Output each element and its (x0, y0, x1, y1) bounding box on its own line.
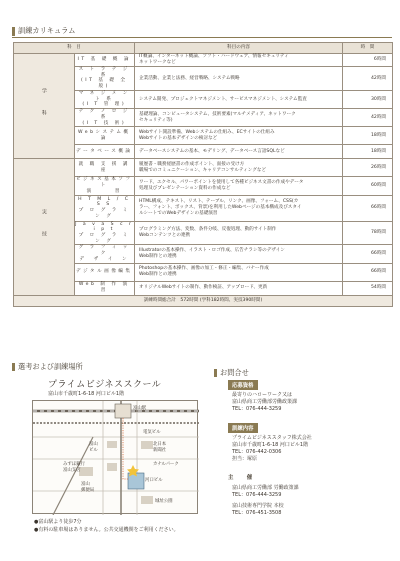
contact-heading (214, 368, 249, 378)
subject-name: データベース概論 (75, 148, 133, 154)
curriculum-body (14, 54, 393, 307)
map-label-mizuho-branch: 富山支店 (63, 468, 81, 473)
training-line-3: TEL：076-442-0306 (232, 449, 282, 455)
training-line-2: 富山市千歳町1-6-18 河口ビル1階 (232, 442, 309, 448)
content-cell: Photoshopの基本操作、画像の加工・修正・編集、バナー作成 Web制作との連携 (135, 263, 343, 281)
subject-cell (74, 159, 135, 177)
hours-cell: 66時間 (343, 245, 393, 263)
table-row (14, 159, 393, 177)
map-label-canal: カナルパーク (153, 462, 179, 467)
curriculum-table (13, 42, 393, 307)
hours-cell: 42時間 (343, 67, 393, 91)
hours-cell: 18時間 (343, 127, 393, 145)
subject-name: マ ネ ジ メ ン ト 系 (I T 管 理) (78, 90, 130, 108)
section-bar (214, 369, 217, 377)
hours-cell: 78時間 (343, 221, 393, 245)
subject-cell (74, 245, 135, 263)
contact-title: お問合せ (220, 368, 249, 377)
training-line-4: 担当：塚原 (232, 456, 258, 462)
curriculum-heading (12, 26, 75, 36)
category-academic (14, 54, 75, 159)
subject-cell (74, 281, 135, 295)
venue-title: 選考および訓練場所 (18, 362, 83, 371)
hours-cell: 60時間 (343, 177, 393, 195)
table-row (14, 54, 393, 67)
hours-cell: 26時間 (343, 159, 393, 177)
subject-name: IT 基 礎 概 論 (77, 57, 131, 63)
subject-cell (74, 54, 135, 67)
qualification-line-1: 最寄りのハローワーク又は (232, 392, 293, 398)
content-cell: システム開発、プロジェクトマネジメント、サービスマネジメント、システム監査 (135, 90, 343, 108)
map-label-denki: 電気ビル (143, 430, 161, 435)
content-cell: 基礎理論、コンピュータシステム、技術要素(マルチメディア、ネットワーク セキュリティ等) (135, 109, 343, 127)
curriculum-title: 訓練カリキュラム (18, 26, 76, 35)
organizer-line-4: TEL：076-451-3508 (232, 510, 282, 516)
hours-cell: 6時間 (343, 54, 393, 67)
subject-name: テ ク ノ ロ ジ 系 (I T 技 術) (78, 109, 130, 126)
map-label-castle: 城址公園 (155, 499, 173, 504)
content-cell: オリジナルWebサイトの制作、動作検証、アップロード、更新 (135, 281, 343, 295)
venue-heading (12, 362, 83, 372)
subject-name: Web 制 作 演 習 (78, 282, 130, 294)
subject-name: H T M L / C S S プ ロ グ ラ ミ ン グ (78, 196, 131, 219)
map-label-shimbun: 新聞社 (153, 448, 167, 453)
subject-cell (74, 195, 135, 221)
curriculum-underline (12, 37, 392, 38)
qualification-line-2: 富山県商工労働部労働政策課 (232, 399, 298, 405)
venue-note-parking: ●有料の駐車場はありません。公共交通機関をご利用ください。 (34, 527, 179, 533)
map-label-toyama-1: 富山 (89, 442, 98, 447)
subject-cell (74, 90, 135, 108)
subject-cell (74, 263, 135, 281)
header-hours: 時 間 (343, 43, 393, 54)
table-header-row (14, 43, 393, 54)
content-cell: プログラミング方法、変数、条件分岐、反復処理、動的サイト制作 Webコンテンツとの連携 (135, 221, 343, 245)
access-map (32, 400, 198, 514)
training-badge: 訓練内容 (228, 423, 258, 433)
subject-cell (74, 221, 135, 245)
content-cell: 企業活動、企業と法務、経営戦略、システム戦略 (135, 67, 343, 91)
subject-cell (74, 109, 135, 127)
section-bar (12, 27, 15, 36)
content-cell: Webサイト開設準備、Webシステムの仕組み、ECサイトの仕組み Webサイトの基本デザインの検討など (135, 127, 343, 145)
map-label-kitanippon: 北日本 (153, 442, 167, 447)
organizer-line-3: 富山技術専門学院 本校 (232, 503, 284, 509)
category-label: 学 科 (40, 88, 47, 122)
hours-cell: 66時間 (343, 263, 393, 281)
training-line-1: プライムビジネススタッフ株式会社 (232, 435, 312, 441)
map-label-station: 富山駅 (133, 406, 147, 411)
section-bar (12, 363, 15, 371)
map-label-mizuho: みずほ銀行 (63, 462, 85, 467)
subject-cell (74, 145, 135, 159)
subject-name: 就 職 支 援 講 座 (78, 162, 130, 173)
content-cell: Illustratorの基本操作、イラスト・ロゴ作成、広告チラシ等のデザイン Web制作との連携 (135, 245, 343, 263)
subject-name: ス ト ラ テ ジ 系 (IT 基 礎 全 般) (78, 67, 130, 90)
total-hours: 訓練時間総合計 572時間 (学科182時間、実技390時間) (14, 295, 393, 306)
qualification-line-3: TEL：076-444-3259 (232, 406, 282, 412)
hours-cell: 30時間 (343, 90, 393, 108)
subject-cell (74, 177, 135, 195)
content-cell: 履歴書・職務経歴書の作成ポイント、面接の受け方 職場でのコミュニケーション、キャリアコンサルティングなど (135, 159, 343, 177)
map-graphic (33, 401, 199, 515)
category-label: 実 技 (40, 209, 47, 243)
subject-cell (74, 127, 135, 145)
map-label-kawaguchi: 河口ビル (145, 478, 163, 483)
subject-name: J a v a S c r i p t プ ロ グ ラ ミ ン グ (75, 221, 134, 244)
header-category: 科 目 (14, 43, 135, 54)
content-cell: データベースシステムの基本、モデリング、データベース言語SQLなど (135, 145, 343, 159)
map-label-toyama-2: 富山 (81, 482, 90, 487)
school-address: 富山市千歳町1-6-18 河口ビル1階 (48, 391, 125, 397)
venue-note-walk: ●富山駅より徒歩7分 (34, 519, 82, 525)
category-practical (14, 159, 75, 295)
subject-name: デジタル画像編集 (76, 269, 133, 275)
header-content: 科目の内容 (135, 43, 343, 54)
content-cell: IT概論、インターネット概論、ソフト・ハードウェア、情報セキュリティ ネットワークなど (135, 54, 343, 67)
qualification-badge: 応募資格 (228, 380, 258, 390)
hours-cell: 66時間 (343, 195, 393, 221)
subject-name: グ ラ フ ィ ッ ク デ ザ イ ン (78, 245, 130, 262)
map-label-post: 郵便局 (81, 488, 95, 493)
content-cell: HTML構成、テキスト、リスト、テーブル、リンク、画像、フォーム、CSS(カ ラー、フォント、ボックス、背景)を利用したWebページの基本構成及びスタイ ルシートでのWebデザインの基礎演習 (135, 195, 343, 221)
total-row (14, 295, 393, 306)
content-cell: ワード、エクセル、パワーポイントを使用して各種ビジネス文書の作成やデータ 処理及びプレゼンテーション資料の作成など (135, 177, 343, 195)
subject-name: Webシステム概論 (77, 130, 131, 141)
hours-cell: 18時間 (343, 145, 393, 159)
subject-name: ビジネス基本ソフト 演 習 (75, 177, 133, 194)
subject-cell (74, 67, 135, 91)
school-name: プライムビジネススクール (48, 380, 162, 390)
organizer-line-2: TEL：076-444-3259 (232, 492, 282, 498)
hours-cell: 54時間 (343, 281, 393, 295)
map-label-bldg: ビル (89, 448, 98, 453)
organizer-line-1: 富山県商工労働部 労働政策課 (232, 485, 299, 491)
organizer-badge: 主 催 (228, 475, 257, 481)
hours-cell: 42時間 (343, 109, 393, 127)
